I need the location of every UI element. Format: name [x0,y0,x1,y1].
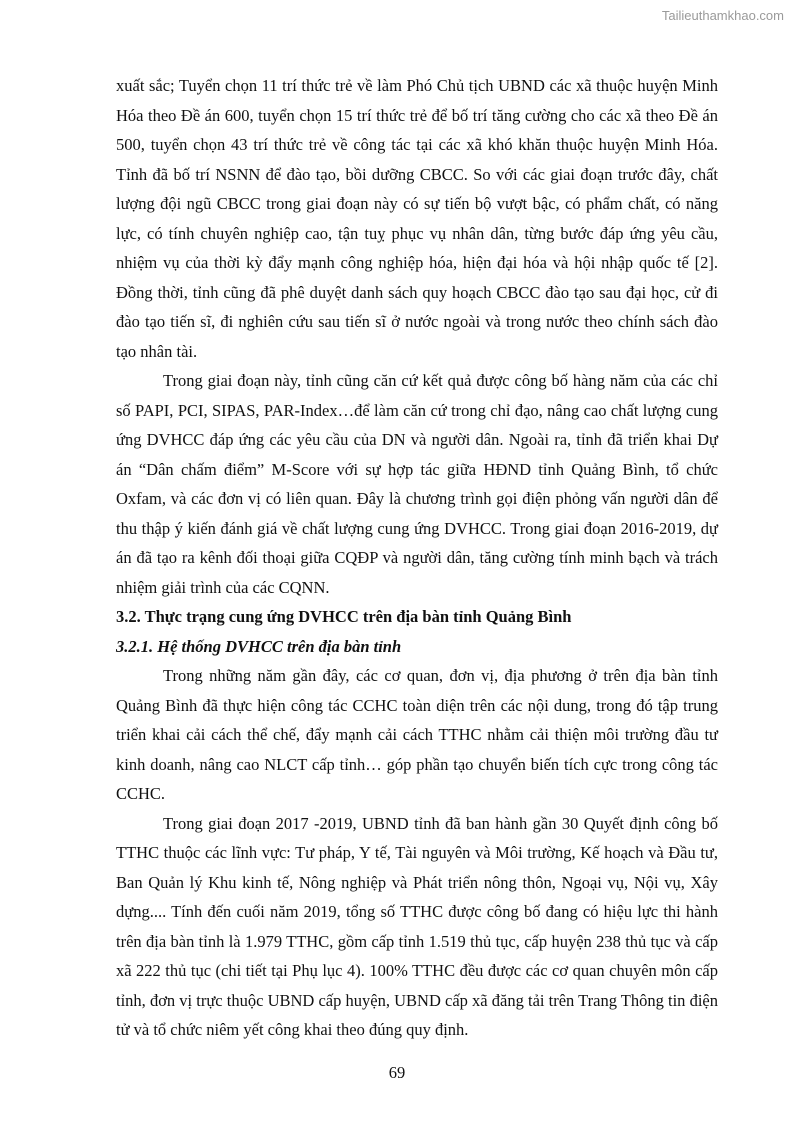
paragraph-indices: Trong giai đoạn này, tỉnh cũng căn cứ kết quả được công bố hàng năm của các chỉ số PAPI, PCI, SIPAS, PAR-Index…để làm căn cứ trong chỉ đạo, nâng cao chất lượng cung ứng DVHCC đáp ứng các yêu cầu của DN và người dân. Ngoài ra, tỉnh đã triển khai Dự án “Dân chấm điểm” M-Score với sự hợp tác giữa HĐND tỉnh Quảng Bình, tổ chức Oxfam, và các đơn vị có liên quan. Đây là chương trình gọi điện phỏng vấn người dân để thu thập ý kiến đánh giá về chất lượng cung ứng DVHCC. Trong giai đoạn 2016-2019, dự án đã tạo ra kênh đối thoại giữa CQĐP và người dân, tăng cường tính minh bạch và trách nhiệm giải trình của các CQNN. [116,371,718,597]
subsection-heading-3-2-1: 3.2.1. Hệ thống DVHCC trên địa bàn tỉnh [116,636,402,656]
page-number: 69 [388,1063,406,1082]
paragraph-continuation: xuất sắc; Tuyển chọn 11 trí thức trẻ về làm Phó Chủ tịch UBND các xã thuộc huyện Minh Hóa theo Đề án 600, tuyển chọn 15 trí thức trẻ để bố trí tăng cường cho các xã theo Đề án 500, tuyển chọn 43 trí thức trẻ về công tác tại các xã khó khăn thuộc huyện Minh Hóa. Tỉnh đã bố trí NSNN để đào tạo, bồi dưỡng CBCC. So với các giai đoạn trước đây, chất lượng đội ngũ CBCC trong giai đoạn này có sự tiến bộ vượt bậc, có phẩm chất, có năng lực, có tính chuyên nghiệp cao, tận tuỵ phục vụ nhân dân, từng bước đáp ứng yêu cầu, nhiệm vụ của thời kỳ đẩy mạnh công nghiệp hóa, hiện đại hóa và hội nhập quốc tế [2]. Đồng thời, tỉnh cũng đã phê duyệt danh sách quy hoạch CBCC đào tạo sau đại học, cử đi đào tạo tiến sĩ, đi nghiên cứu sau tiến sĩ ở nước ngoài và trong nước theo chính sách đào tạo nhân tài. [116,76,718,361]
watermark-text: Tailieuthamkhao.com [661,8,784,23]
page-body [116,71,718,1045]
paragraph-procedures: Trong giai đoạn 2017 -2019, UBND tỉnh đã ban hành gần 30 Quyết định công bố TTHC thuộc các lĩnh vực: Tư pháp, Y tế, Tài nguyên và Môi trường, Kế hoạch và Đầu tư, Ban Quản lý Khu kinh tế, Nông nghiệp và Phát triển nông thôn, Ngoại vụ, Nội vụ, Xây dựng.... Tính đến cuối năm 2019, tổng số TTHC được công bố đang có hiệu lực thi hành trên địa bàn tỉnh là 1.979 TTHC, gồm cấp tỉnh 1.519 thủ tục, cấp huyện 238 thủ tục và cấp xã 222 thủ tục (chi tiết tại Phụ lục 4). 100% TTHC đều được các cơ quan chuyên môn cấp tỉnh, đơn vị trực thuộc UBND cấp huyện, UBND cấp xã đăng tải trên Trang Thông tin điện tử và tổ chức niêm yết công khai theo đúng quy định. [116,813,718,1039]
section-heading-3-2: 3.2. Thực trạng cung ứng DVHCC trên địa bàn tỉnh Quảng Bình [116,607,572,626]
paragraph-reform: Trong những năm gần đây, các cơ quan, đơn vị, địa phương ở trên địa bàn tỉnh Quảng Bình đã thực hiện công tác CCHC toàn diện trên các nội dung, trong đó tập trung triển khai cải cách thể chế, đẩy mạnh cải cách TTHC nhằm cải thiện môi trường đầu tư kinh doanh, nâng cao NLCT cấp tỉnh… góp phần tạo chuyển biến tích cực trong công tác CCHC. [116,666,718,803]
